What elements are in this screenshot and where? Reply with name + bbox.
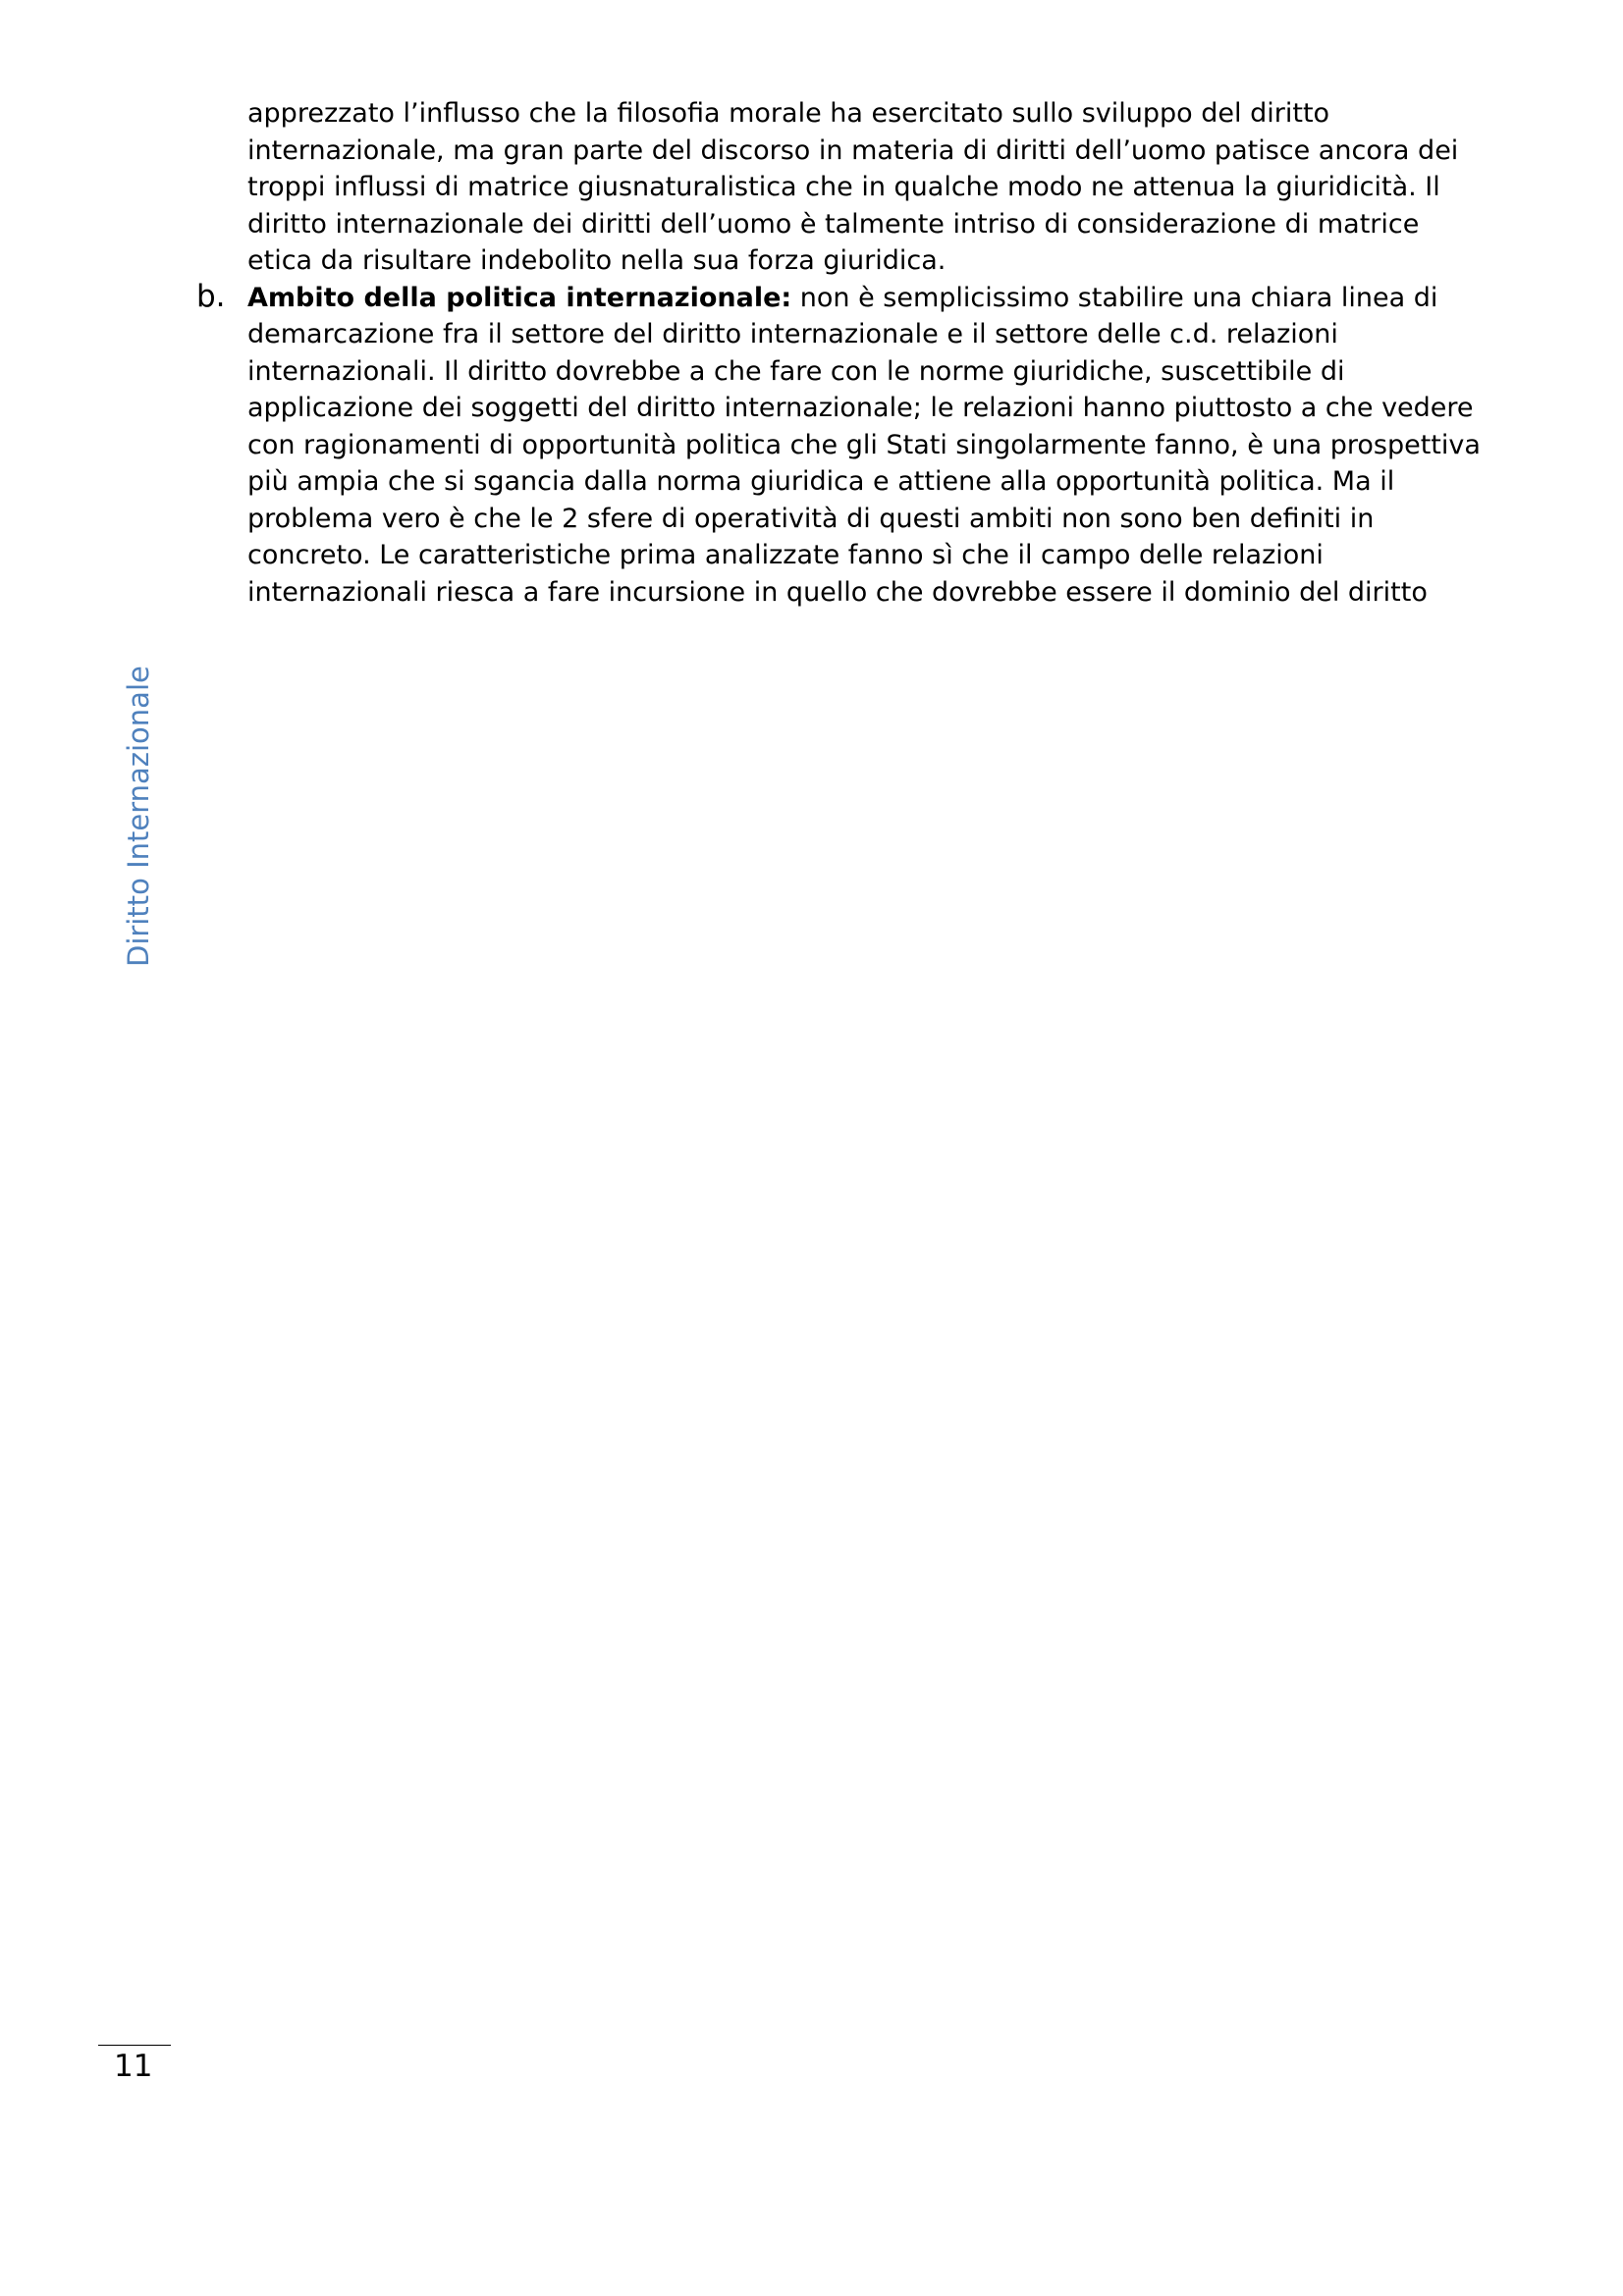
list-item-b-heading: Ambito della politica internazionale:	[247, 282, 792, 313]
text-line: diritto internazionale dei diritti dell’uomo è talmente intriso di considerazione di matrice	[247, 208, 1420, 240]
list-item-b-first-line-text: non è semplicissimo stabilire una chiara linea di	[791, 282, 1438, 313]
text-line: internazionale, ma gran parte del discorso in materia di diritti dell’uomo patisce ancora dei	[247, 134, 1459, 166]
body-text	[247, 95, 1534, 611]
list-item-b-first-line	[247, 280, 1534, 317]
text-line: internazionali riesca a fare incursione in quello che dovrebbe essere il dominio del diritto	[247, 576, 1428, 608]
page-number-rule	[98, 2045, 171, 2046]
text-line: demarcazione fra il settore del diritto internazionale e il settore delle c.d. relazioni	[247, 319, 1338, 349]
text-line: con ragionamenti di opportunità politica che gli Stati singolarmente fanno, è una prospettiva	[247, 429, 1481, 460]
text-line: internazionali. Il diritto dovrebbe a che fare con le norme giuridiche, suscettibile di	[247, 355, 1345, 387]
text-line: problema vero è che le 2 sfere di operatività di questi ambiti non sono ben definiti in	[247, 503, 1375, 534]
text-line: troppi influssi di matrice giusnaturalistica che in qualche modo ne attenua la giuridicità. Il	[247, 172, 1440, 202]
text-line: concreto. Le caratteristiche prima analizzate fanno sì che il campo delle relazioni	[247, 540, 1324, 570]
side-header-title: Diritto Internazionale	[122, 666, 155, 967]
list-marker-b: b.	[196, 279, 226, 314]
page-number: 11	[114, 2049, 153, 2084]
list-item-b	[247, 280, 1534, 612]
text-line: apprezzato l’influsso che la filosofia morale ha esercitato sullo sviluppo del diritto	[247, 98, 1330, 129]
text-line: etica da risultare indebolito nella sua forza giuridica.	[247, 245, 947, 276]
text-line: applicazione dei soggetti del diritto internazionale; le relazioni hanno piuttosto a che vedere	[247, 393, 1474, 423]
text-line: più ampia che si sgancia dalla norma giuridica e attiene alla opportunità politica. Ma il	[247, 466, 1395, 497]
